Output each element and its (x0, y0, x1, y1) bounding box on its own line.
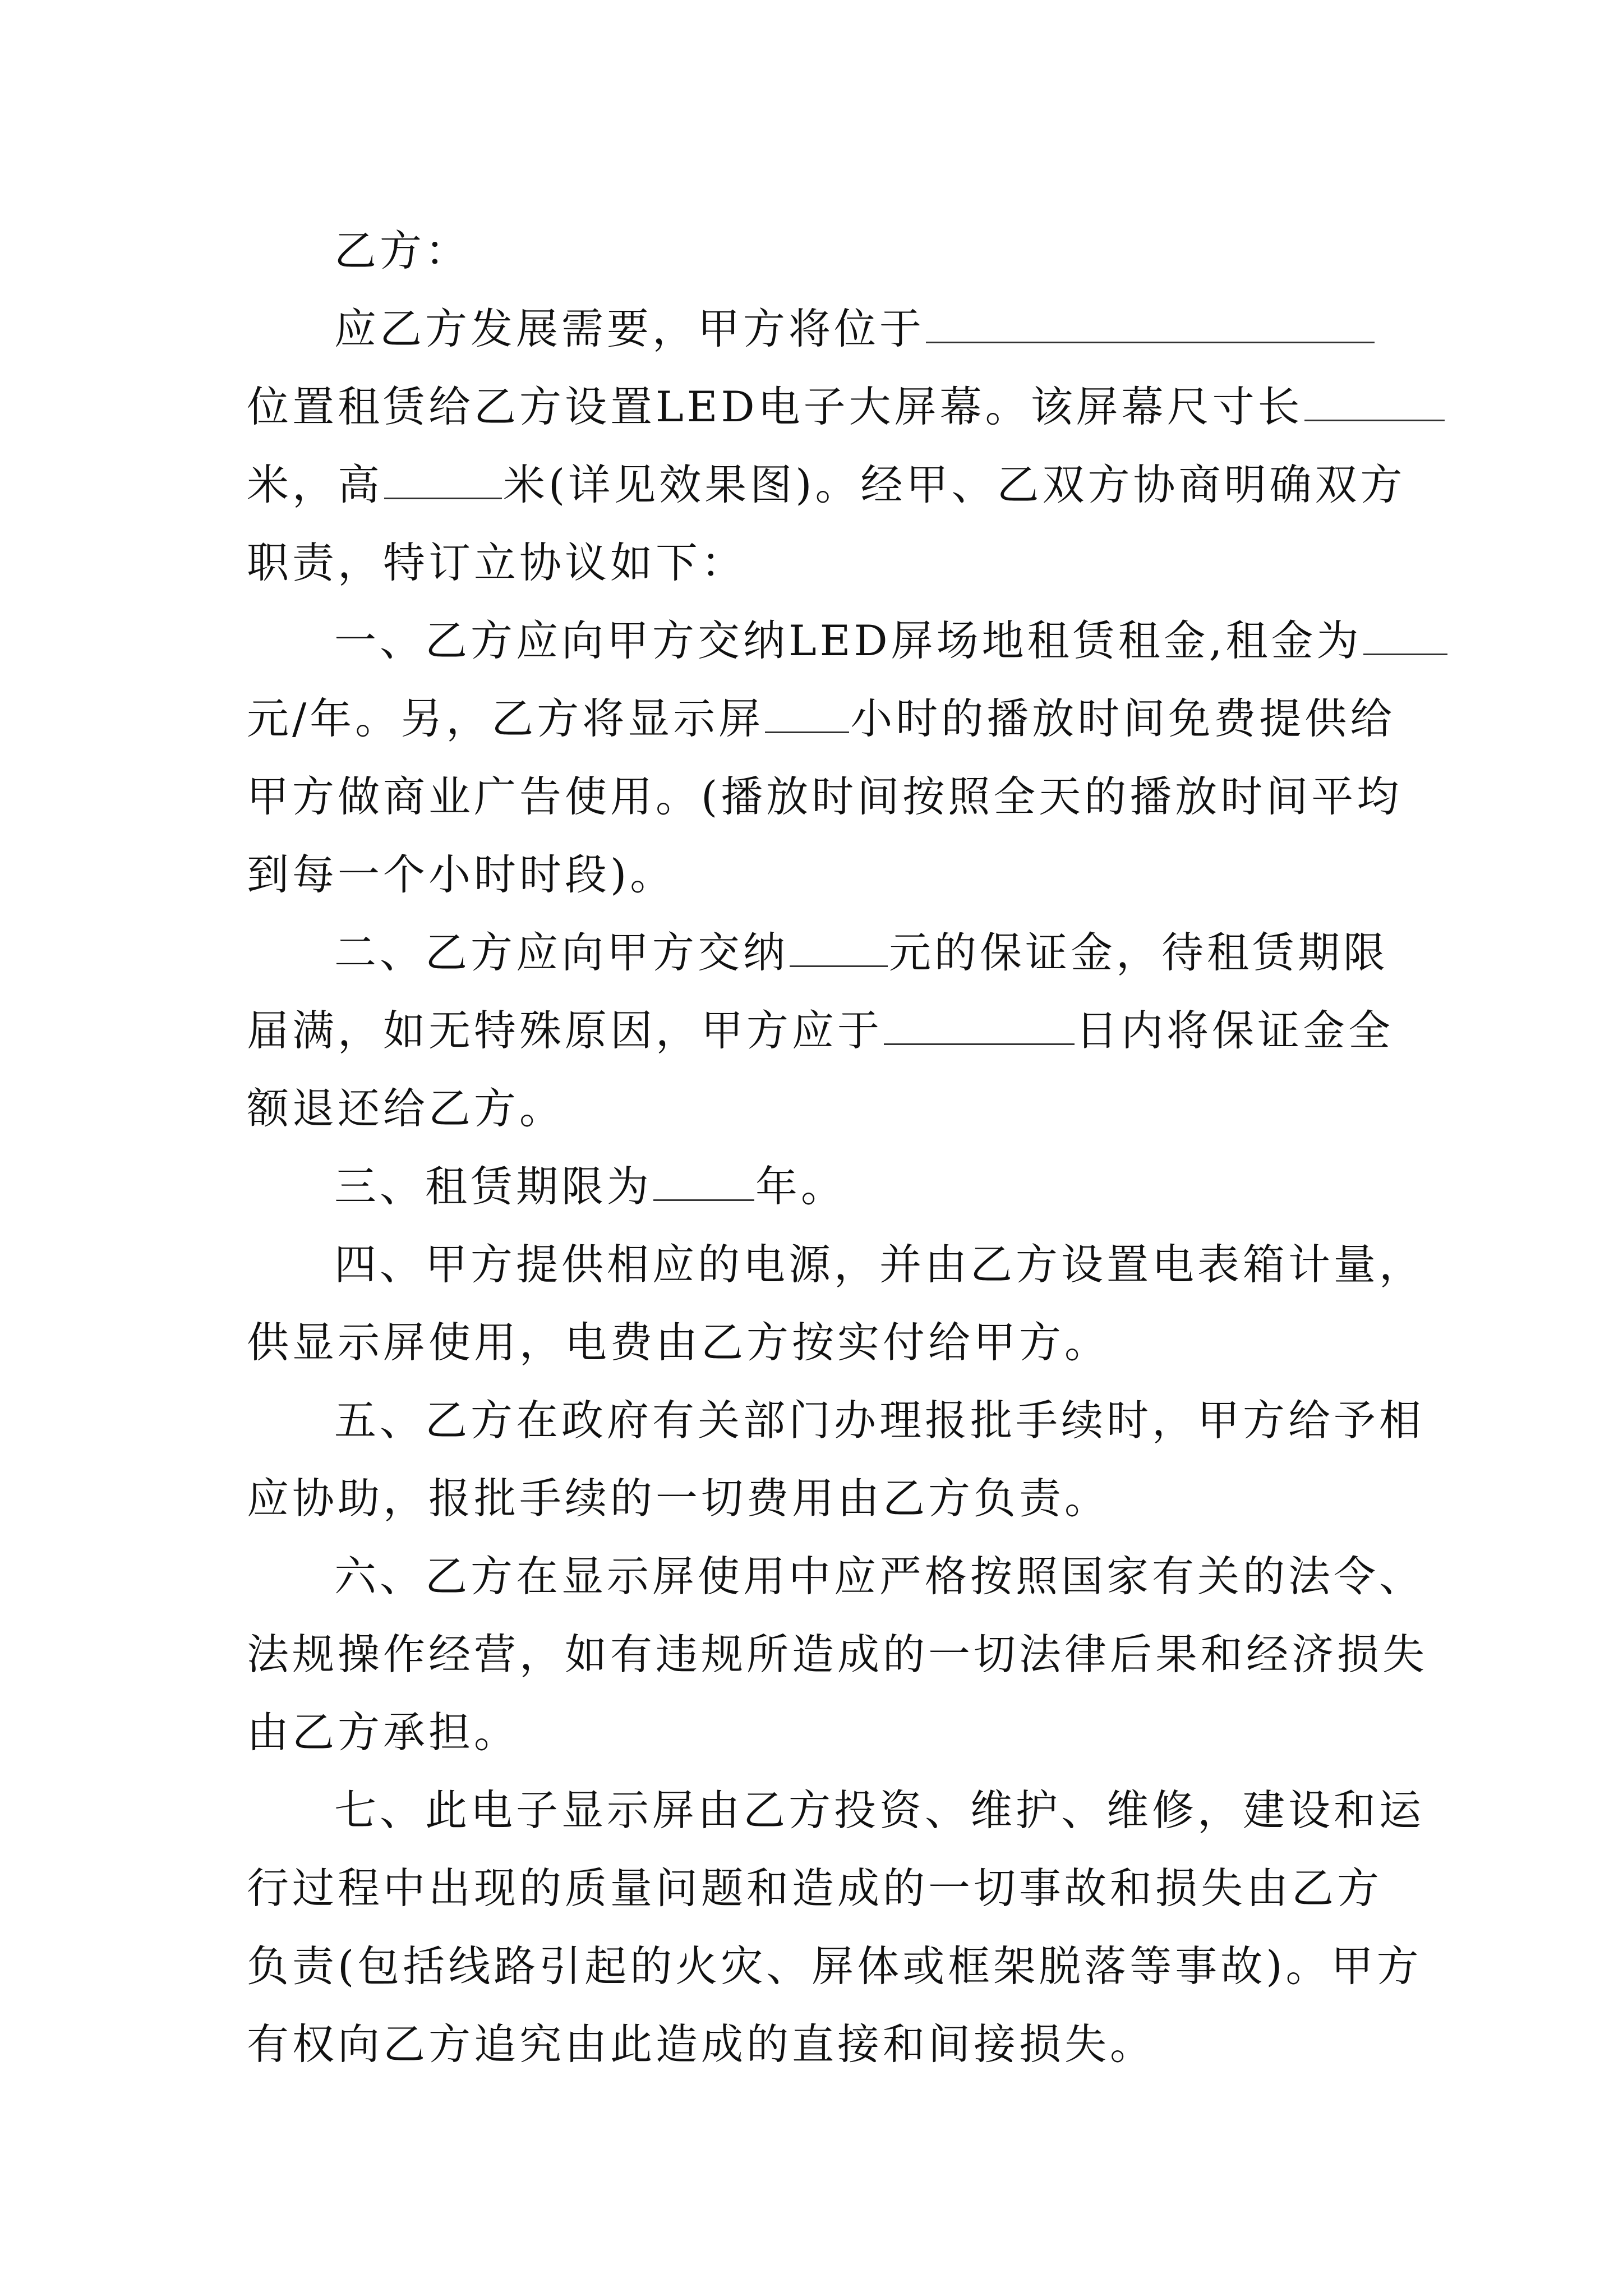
fill-in-blank (790, 922, 888, 967)
text-segment: 甲方做商业广告使用。(播放时间按照全天的播放时间平均 (247, 772, 1403, 821)
text-line (247, 1849, 1382, 1927)
text-line (247, 602, 1382, 680)
text-segment: 职责，特订立协议如下： (247, 538, 747, 587)
text-segment: 到每一个小时时段)。 (247, 850, 676, 899)
text-line (247, 1538, 1425, 1616)
text-segment: 二、乙方应向甲方交纳 (334, 928, 789, 977)
text-segment: 额退还给乙方。 (247, 1084, 565, 1133)
text-segment: 五、乙方在政府有关部门办理报批手续时，甲方给予相 (334, 1396, 1425, 1445)
text-line (247, 1382, 1425, 1460)
text-line (247, 1694, 1382, 1772)
text-segment: 六、乙方在显示屏使用中应严格按照国家有关的法令、 (334, 1552, 1425, 1601)
text-segment: 由乙方承担。 (247, 1708, 520, 1757)
text-segment: 一、乙方应向甲方交纳LED屏场地租赁租金,租金为 (334, 616, 1362, 665)
text-segment: 元/年。另，乙方将显示屏 (247, 694, 764, 743)
text-line (247, 1226, 1425, 1304)
text-segment: 三、租赁期限为 (334, 1162, 653, 1211)
text-line (247, 914, 1389, 992)
text-line (247, 524, 1382, 602)
fill-in-blank (926, 298, 1375, 343)
text-segment: 日内将保证金全 (1076, 1006, 1394, 1055)
fill-in-blank (884, 1000, 1075, 1045)
text-segment: 应协助，报批手续的一切费用由乙方负责。 (247, 1474, 1110, 1523)
text-segment: 负责(包括线路引起的火灾、屏体或框架脱落等事故)。甲方 (247, 1941, 1422, 1991)
fill-in-blank (1363, 610, 1447, 655)
text-line (247, 212, 1382, 290)
text-line (247, 368, 1382, 446)
contract-body (247, 212, 1428, 2083)
text-segment: 供显示屏使用，电费由乙方按实付给甲方。 (247, 1318, 1110, 1367)
text-line (247, 290, 1382, 368)
text-line (247, 2005, 1382, 2083)
text-segment: 米，高 (247, 460, 384, 509)
text-segment: 有权向乙方追究由此造成的直接和间接损失。 (247, 2019, 1156, 2069)
text-segment: 小时的播放时间免费提供给 (850, 694, 1396, 743)
fill-in-blank (384, 454, 502, 499)
text-segment: 元的保证金，待租赁期限 (889, 928, 1389, 977)
text-line (247, 1070, 1382, 1148)
text-line (247, 446, 1406, 524)
text-segment: 行过程中出现的质量问题和造成的一切事故和损失由乙方 (247, 1864, 1383, 1913)
text-segment: 乙方： (334, 226, 471, 275)
fill-in-blank (765, 688, 849, 733)
text-segment: 七、此电子显示屏由乙方投资、维护、维修，建设和运 (334, 1786, 1425, 1835)
text-segment: 年。 (755, 1162, 847, 1211)
fill-in-blank (653, 1156, 754, 1201)
text-line (247, 992, 1394, 1070)
text-line (247, 680, 1396, 758)
text-line (247, 836, 1382, 914)
fill-in-blank (1304, 376, 1445, 421)
text-line (247, 1772, 1425, 1849)
text-segment: 位置租赁给乙方设置LED电子大屏幕。该屏幕尺寸长 (247, 382, 1303, 431)
text-line (247, 758, 1403, 836)
text-segment: 应乙方发展需要，甲方将位于 (334, 304, 925, 353)
text-segment: 法规操作经营，如有违规所造成的一切法律后果和经济损失 (247, 1630, 1428, 1679)
text-segment: 米(详见效果图)。经甲、乙双方协商明确双方 (503, 460, 1406, 509)
text-line (247, 1927, 1422, 2005)
text-line (247, 1148, 1382, 1226)
text-segment: 届满，如无特殊原因，甲方应于 (247, 1006, 883, 1055)
text-segment: 四、甲方提供相应的电源，并由乙方设置电表箱计量， (334, 1240, 1425, 1289)
text-line (247, 1616, 1428, 1694)
text-line (247, 1304, 1382, 1382)
text-line (247, 1460, 1382, 1538)
